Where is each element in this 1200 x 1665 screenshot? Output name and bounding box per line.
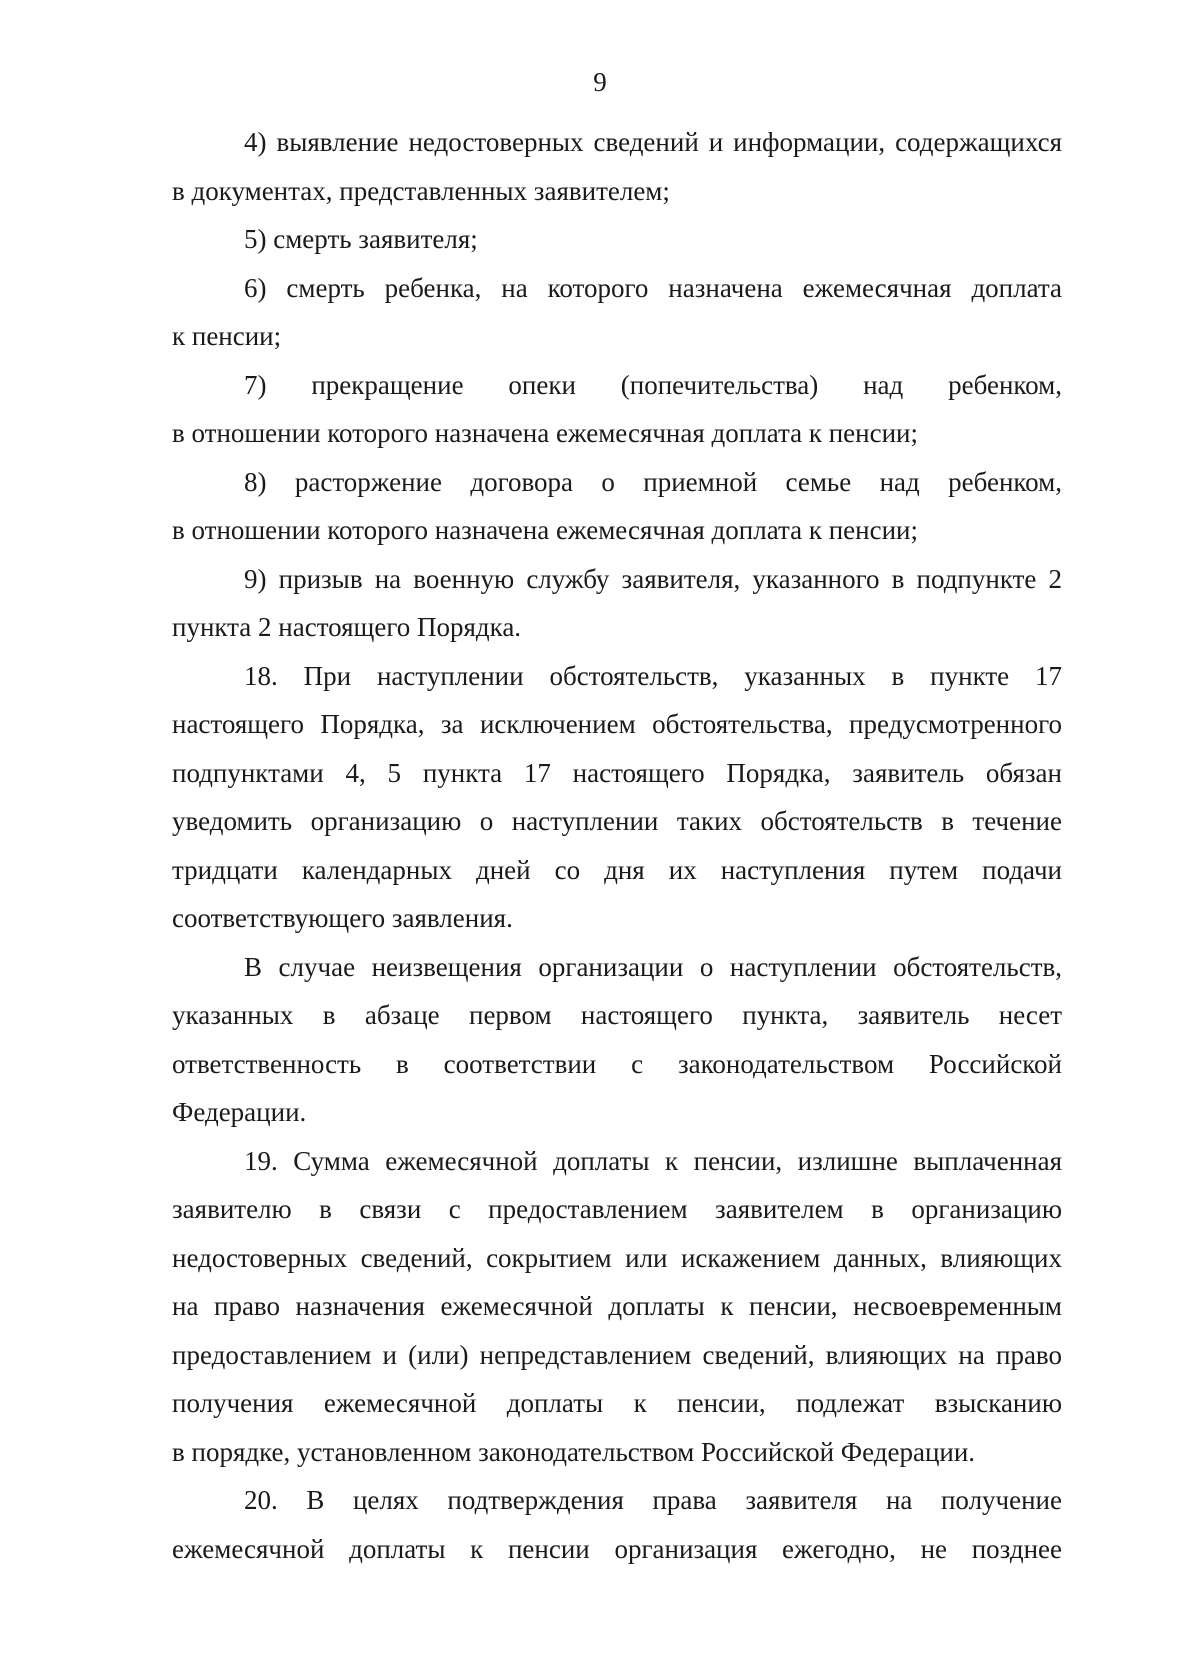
text-line: Федерации. [172, 1097, 307, 1127]
text-line: подпунктами 4, 5 пункта 17 настоящего Порядка, заявитель обязан [172, 757, 1062, 788]
text-line: в отношении которого назначена ежемесячная доплата к пенсии; [172, 418, 918, 448]
paragraph [172, 264, 1062, 361]
paragraph [172, 118, 1062, 215]
text-line: в порядке, установленном законодательством Российской Федерации. [172, 1436, 976, 1467]
paragraph [172, 458, 1062, 555]
paragraph [172, 1476, 1062, 1573]
text-line: В случае неизвещения организации о наступлении обстоятельств, [244, 951, 1062, 982]
text-line: пункта 2 настоящего Порядка. [172, 612, 522, 642]
text-line: 9) призыв на военную службу заявителя, указанного в подпункте 2 [244, 563, 1062, 594]
text-line: на право назначения ежемесячной доплаты к пенсии, несвоевременным [172, 1291, 1062, 1321]
text-line: в документах, представленных заявителем; [172, 175, 670, 206]
text-line: ежемесячной доплаты к пенсии организация ежегодно, не позднее [172, 1533, 1062, 1564]
paragraph [172, 1137, 1062, 1477]
paragraph [172, 215, 1062, 264]
text-line: в отношении которого назначена ежемесячная доплата к пенсии; [172, 515, 918, 545]
text-line: настоящего Порядка, за исключением обстоятельства, предусмотренного [172, 709, 1062, 739]
text-line: соответствующего заявления. [172, 903, 513, 933]
text-line: 18. При наступлении обстоятельств, указанных в пункте 17 [244, 660, 1062, 691]
text-line: уведомить организацию о наступлении таких обстоятельств в течение [172, 806, 1062, 836]
paragraph [172, 361, 1062, 458]
text-line: 8) расторжение договора о приемной семье над ребенком, [244, 466, 1062, 497]
paragraph [172, 943, 1062, 1137]
text-line: тридцати календарных дней со дня их наступления путем подачи [172, 854, 1062, 885]
text-line: недостоверных сведений, сокрытием или искажением данных, влияющих [172, 1242, 1062, 1273]
paragraph [172, 652, 1062, 943]
paragraph [172, 555, 1062, 652]
text-line: 6) смерть ребенка, на которого назначена ежемесячная доплата [244, 272, 1062, 303]
text-line: указанных в абзаце первом настоящего пункта, заявитель несет [172, 1000, 1062, 1030]
text-line: 19. Сумма ежемесячной доплаты к пенсии, излишне выплаченная [244, 1145, 1062, 1176]
page-number: 9 [593, 67, 607, 97]
text-line: заявителю в связи с предоставлением заявителем в организацию [172, 1194, 1062, 1224]
text-line: получения ежемесячной доплаты к пенсии, подлежат взысканию [172, 1388, 1062, 1418]
text-line: 4) выявление недостоверных сведений и информации, содержащихся [244, 127, 1062, 157]
text-line: 7) прекращение опеки (попечительства) над ребенком, [244, 369, 1062, 400]
document-body [172, 118, 1062, 1573]
text-line: к пенсии; [172, 321, 282, 351]
text-line: ответственность в соответствии с законодательством Российской [172, 1048, 1062, 1079]
text-line: 5) смерть заявителя; [244, 224, 478, 254]
text-line: 20. В целях подтверждения права заявителя на получение [244, 1485, 1062, 1515]
text-line: предоставлением и (или) непредставлением сведений, влияющих на право [172, 1339, 1062, 1370]
